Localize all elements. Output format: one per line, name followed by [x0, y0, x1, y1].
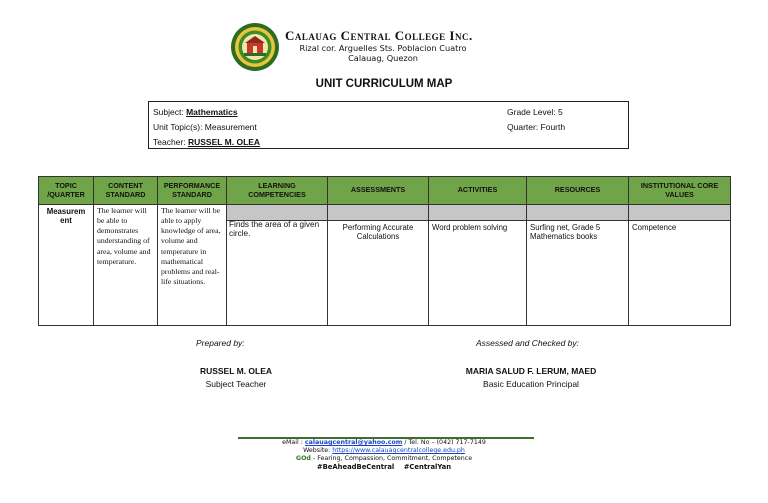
- document-title: UNIT CURRICULUM MAP: [315, 78, 453, 90]
- shaded-band: [227, 205, 327, 221]
- header-learning-competencies: LEARNING COMPETENCIES: [227, 177, 328, 205]
- table-header-row: [39, 177, 731, 205]
- grade-level: Grade Level: 5: [507, 107, 563, 117]
- cell-learning-competencies: Finds the area of a given circle.: [227, 205, 328, 326]
- school-address-line1: Rizal cor. Arguelles Sts. Poblacion Cuatro: [299, 43, 467, 53]
- shaded-band: [629, 205, 730, 221]
- header-resources: RESOURCES: [527, 177, 629, 205]
- table-row: [39, 205, 731, 326]
- subject-line: Subject: Mathematics: [153, 107, 238, 117]
- cell-core-values: Competence: [629, 205, 731, 326]
- school-seal-icon: [230, 22, 280, 72]
- teacher-value: RUSSEL M. OLEA: [187, 137, 261, 147]
- subject-value: Mathematics: [186, 107, 238, 117]
- school-name: Calauag Central College Inc.: [285, 28, 473, 43]
- header-activities: ACTIVITIES: [429, 177, 527, 205]
- curriculum-map-table: [38, 176, 731, 326]
- footer-motto-line: GOd - Fearing, Compassion, Commitment, Competence: [295, 455, 473, 462]
- prepared-by-name: RUSSEL M. OLEA: [199, 366, 273, 376]
- prepared-by-label: Prepared by:: [196, 338, 245, 348]
- footer-website-line: Website: https://www.calauagcentralcollege.edu.ph: [303, 447, 465, 454]
- shaded-band: [328, 205, 428, 221]
- header-assessments: ASSESSMENTS: [328, 177, 429, 205]
- cell-performance-standard: The learner will be able to apply knowledge of area, volume and temperature in mathematical problems and real-life situations.: [158, 205, 227, 326]
- cell-assessments: Performing Accurate Calculations: [328, 205, 429, 326]
- cell-resources: Surfing net, Grade 5 Mathematics books: [527, 205, 629, 326]
- cell-content-standard: The learner will be able to demonstrates understanding of area, volume and temperature.: [94, 205, 158, 326]
- checked-by-name: MARIA SALUD F. LERUM, MAED: [465, 366, 597, 376]
- school-address-line2: Calauag, Quezon: [348, 53, 418, 63]
- footer-hashtags: #BeAheadBeCentral #CentralYan: [316, 463, 452, 471]
- header-content-standard: CONTENT STANDARD: [94, 177, 158, 205]
- unit-topics-line: Unit Topic(s): Measurement: [153, 122, 257, 132]
- quarter: Quarter: Fourth: [507, 122, 566, 132]
- school-header: [230, 22, 550, 78]
- shaded-band: [429, 205, 526, 221]
- subject-info-box: [148, 101, 629, 149]
- header-topic-quarter: TOPIC /QUARTER: [39, 177, 94, 205]
- checked-by-role: Basic Education Principal: [483, 379, 579, 389]
- shaded-band: [527, 205, 628, 221]
- prepared-by-role: Subject Teacher: [205, 379, 267, 389]
- cell-topic: Measurem ent: [39, 205, 94, 326]
- teacher-line: Teacher: RUSSEL M. OLEA: [153, 137, 261, 147]
- website-link[interactable]: https://www.calauagcentralcollege.edu.ph: [332, 447, 465, 454]
- footer-contact-line: eMail : calauagcentral@yahoo.com / Tel. No – (042) 717-7149: [282, 439, 486, 446]
- email-link[interactable]: calauagcentral@yahoo.com: [304, 439, 403, 446]
- header-performance-standard: PERFORMANCE STANDARD: [158, 177, 227, 205]
- header-core-values: INSTITUTIONAL CORE VALUES: [629, 177, 731, 205]
- cell-activities: Word problem solving: [429, 205, 527, 326]
- checked-by-label: Assessed and Checked by:: [476, 338, 580, 348]
